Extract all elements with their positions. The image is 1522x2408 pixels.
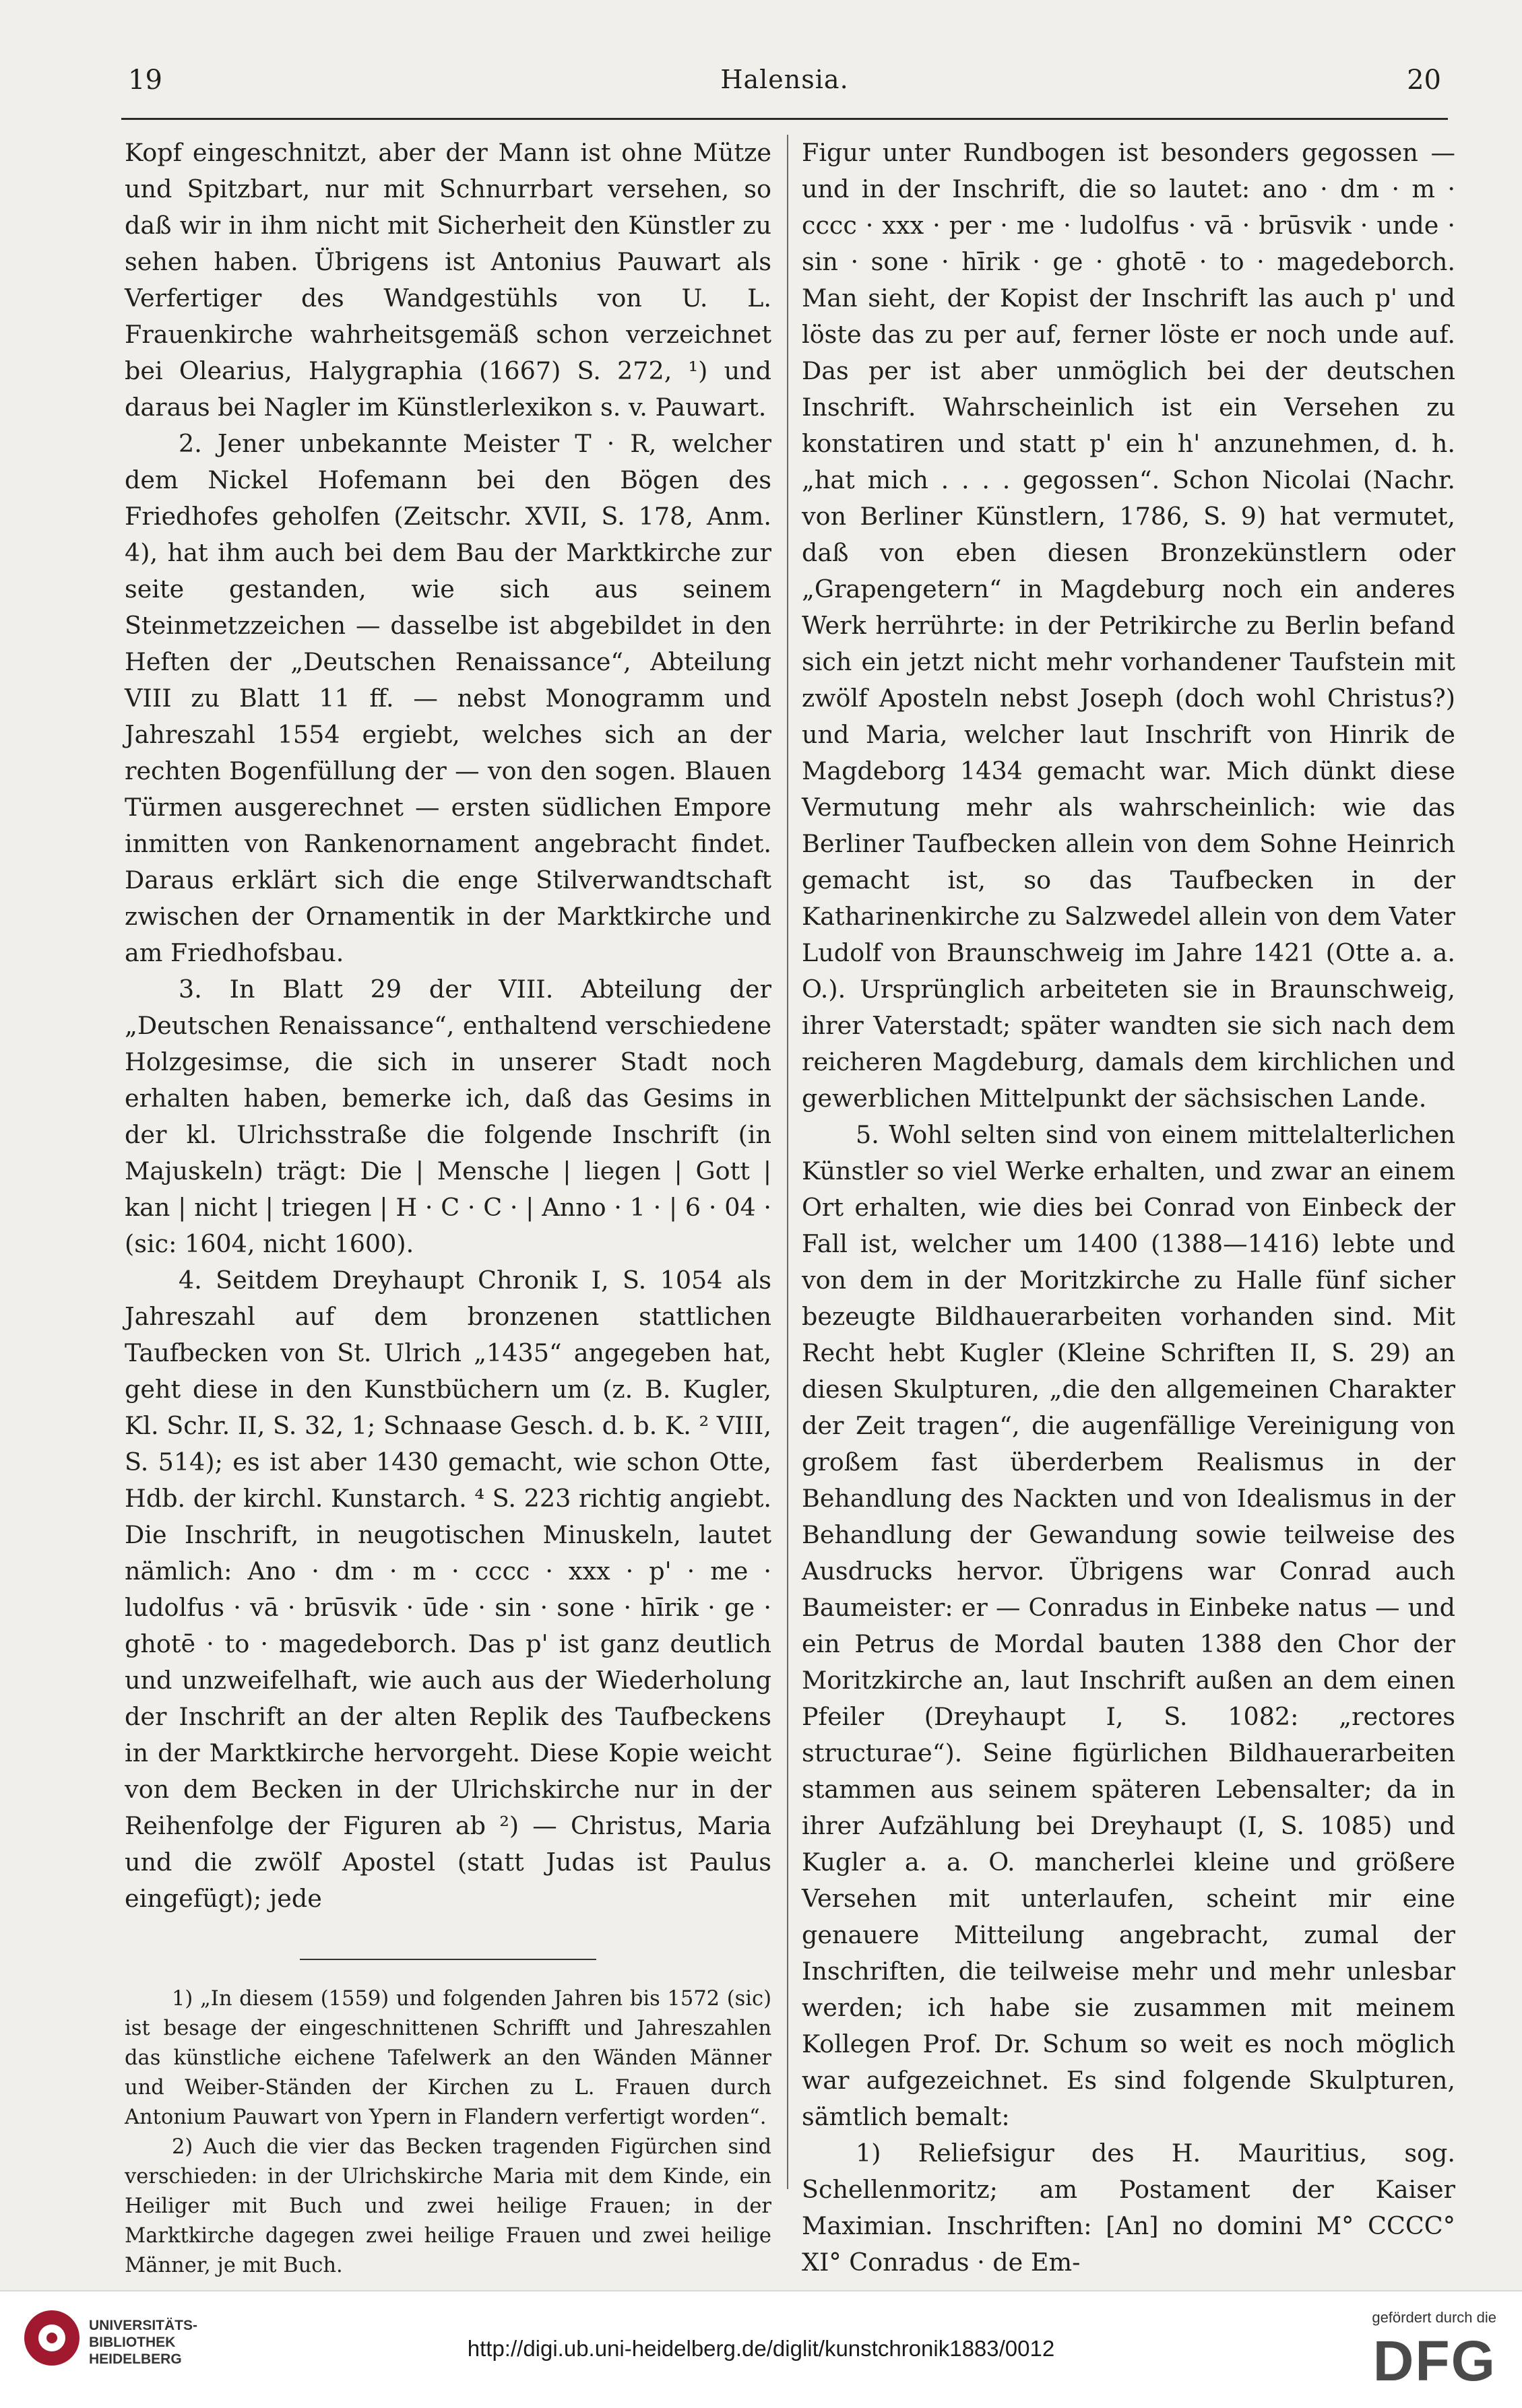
running-title: Halensia. (720, 65, 849, 94)
page-header (128, 65, 1441, 112)
paragraph: 5. Wohl selten sind von einem mittelalterlichen Künstler so viel Werke erhalten, und zwar an einem Ort erhalten, wie dies bei Conrad von Einbeck der Fall ist, welcher um 1400 (1388—1416) lebte und von dem in der Moritzkirche zu Halle fünf sicher bezeugte Bildhauerarbeiten vorhanden sind. Mit Recht hebt Kugler (Kleine Schriften II, S. 29) an diesen Skulpturen, „die den allgemeinen Charakter der Zeit tragen“, die augenfällige Vereinigung von großem fast überderbem Realismus in der Behandlung des Nackten und von Idealismus in der Behandlung der Gewandung sowie teilweise des Ausdrucks hervor. Übrigens war Conrad auch Baumeister: er — Conradus in Einbeke natus — und ein Petrus de Mordal bauten 1388 den Chor der Moritzkirche an, laut Inschrift außen an dem einen Pfeiler (Dreyhaupt I, S. 1082: „rectores structurae“). Seine figürlichen Bildhauerarbeiten stammen aus seinem späteren Lebensalter; da in ihrer Aufzählung bei Dreyhaupt (I, S. 1085) und Kugler a. a. O. mancherlei kleine und größere Versehen mit unterlaufen, scheint mir eine genauere Mitteilung angebracht, zumal der Inschriften, die teilweise mehr und mehr unlesbar werden; ich habe sie zusammen mit meinem Kollegen Prof. Dr. Schum so weit es noch möglich war aufgezeichnet. Es sind folgende Skulpturen, sämtlich bemalt: (802, 1120, 1455, 2131)
sponsor-label: gefördert durch die (1372, 2309, 1496, 2326)
paragraph: 1) Reliefsigur des H. Mauritius, sog. Schellenmoritz; am Postament der Kaiser Maximian. Inschriften: [An] no domini M° CCCC° XI° Conradus · de Em- (802, 2139, 1455, 2277)
page-number-left: 19 (128, 65, 162, 96)
dfg-logo[interactable]: DFG (1372, 2329, 1496, 2393)
library-name-line: BIBLIOTHEK (89, 2335, 176, 2350)
paragraph: 3. In Blatt 29 der VIII. Abteilung der „Deutschen Renaissance“, enthaltend verschiedene Holzgesimse, die sich in unserer Stadt noch erhalten haben, bemerke ich, daß das Gesims in der kl. Ulrichsstraße die folgende Inschrift (in Majuskeln) trägt: Die | Mensche | liegen | Gott | kan | nicht | triegen | H · C · C · | Anno · 1 · | 6 · 04 · (sic: 1604, nicht 1600). (125, 975, 771, 1258)
paragraph: 2. Jener unbekannte Meister T · R, welcher dem Nickel Hofemann bei den Bögen des Friedhofes geholfen (Zeitschr. XVII, S. 178, Anm. 4), hat ihm auch bei dem Bau der Marktkirche zur seite gestanden, wie sich aus seinem Steinmetzzeichen — dasselbe ist abgebildet in den Heften der „Deutschen Renaissance“, Abteilung VIII zu Blatt 11 ff. — nebst Monogramm und Jahreszahl 1554 ergiebt, welches sich an der rechten Bogenfüllung der — von den sogen. Blauen Türmen ausgerechnet — ersten südlichen Empore inmitten von Rankenornament angebracht findet. Daraus erklärt sich die enge Stilverwandtschaft zwischen der Ornamentik in der Marktkirche und am Friedhofsbau. (125, 429, 771, 967)
right-column (802, 135, 1455, 2281)
footnote: 1) „In diesem (1559) und folgenden Jahren bis 1572 (sic) ist besage der eingeschnittenen Schrifft und Jahreszahlen das künstliche eichene Tafelwerk an den Wänden Männer und Weiber-Ständen der Kirchen zu L. Frauen durch Antonium Pauwart von Ypern in Flandern verfertigt worden“. (125, 1987, 771, 2129)
left-column (125, 135, 771, 2281)
footnotes (125, 1984, 771, 2281)
column-divider (787, 135, 788, 2189)
viewer-footer (0, 2290, 1522, 2408)
permalink-url[interactable]: http://digi.ub.uni-heidelberg.de/diglit/kunstchronik1883/0012 (467, 2336, 1055, 2361)
page-number-right: 20 (1407, 65, 1441, 96)
library-name-line: HEIDELBERG (89, 2351, 182, 2367)
paragraph: Kopf eingeschnitzt, aber der Mann ist ohne Mütze und Spitzbart, nur mit Schnurrbart versehen, so daß wir in ihm nicht mit Sicherheit den Künstler zu sehen haben. Übrigens ist Antonius Pauwart als Verfertiger des Wandgestühls von U. L. Frauenkirche wahrheitsgemäß schon verzeichnet bei Olearius, Halygraphia (1667) S. 272, ¹) und daraus bei Nagler im Künstlerlexikon s. v. Pauwart. (125, 138, 771, 422)
library-name-line: UNIVERSITÄTS- (89, 2318, 198, 2333)
paragraph: Figur unter Rundbogen ist besonders gegossen — und in der Inschrift, die so lautet: ano · dm · m · cccc · xxx · per · me · ludolfus · vā · brūsvik · unde · sin · sone · hīrik · ge · ghotē · to · magedeborch. Man sieht, der Kopist der Inschrift las auch p' und löste das zu per auf, ferner löste er noch unde auf. Das per ist aber unmöglich bei der deutschen Inschrift. Wahrscheinlich ist ein Versehen zu konstatiren und statt p' ein h' anzunehmen, d. h. „hat mich . . . . gegossen“. Schon Nicolai (Nachr. von Berliner Künstlern, 1786, S. 9) hat vermutet, daß von eben diesen Bronzekünstlern oder „Grapengetern“ in Magdeburg noch ein anderes Werk herrührte: in der Petrikirche zu Berlin befand sich ein jetzt nicht mehr vorhandener Taufstein mit zwölf Aposteln nebst Joseph (doch wohl Christus?) und Maria, welcher laut Inschrift von Hinrik de Magdeborg 1434 gemacht war. Mich dünkt diese Vermutung mehr als wahrscheinlich: wie das Berliner Taufbecken allein von dem Sohne Heinrich gemacht ist, so das Taufbecken in der Katharinenkirche zu Salzwedel allein von dem Vater Ludolf von Braunschweig im Jahre 1421 (Otte a. a. O.). Ursprünglich arbeiteten sie in Braunschweig, ihrer Vaterstadt; später wandten sie sich nach dem reicheren Magdeburg, damals dem kirchlichen und gewerblichen Mittelpunkt der sächsischen Lande. (802, 138, 1455, 1113)
header-rule (121, 118, 1448, 120)
paragraph: 4. Seitdem Dreyhaupt Chronik I, S. 1054 als Jahreszahl auf dem bronzenen stattlichen Taufbecken von St. Ulrich „1435“ angegeben hat, geht diese in den Kunstbüchern um (z. B. Kugler, Kl. Schr. II, S. 32, 1; Schnaase Gesch. d. b. K. ² VIII, S. 514); es ist aber 1430 gemacht, wie schon Otte, Hdb. der kirchl. Kunstarch. ⁴ S. 223 richtig angiebt. Die Inschrift, in neugotischen Minuskeln, lautet nämlich: Ano · dm · m · cccc · xxx · p' · me · ludolfus · vā · brūsvik · ūde · sin · sone · hīrik · ge · ghotē · to · magedeborch. Das p' ist ganz deutlich und unzweifelhaft, wie auch aus der Wiederholung der Inschrift an der alten Replik des Taufbeckens in der Marktkirche hervorgeht. Diese Kopie weicht von dem Becken in der Ulrichskirche nur in der Reihenfolge der Figuren ab ²) — Christus, Maria und die zwölf Apostel (statt Judas ist Paulus eingefügt); jede (125, 1266, 771, 1913)
footnote: 2) Auch die vier das Becken tragenden Figürchen sind verschieden: in der Ulrichskirche Maria mit dem Kinde, ein Heiliger mit Buch und zwei heilige Frauen; in der Marktkirche dagegen zwei heilige Frauen und zwei heilige Männer, je mit Buch. (125, 2135, 771, 2277)
footnote-separator (300, 1959, 596, 1960)
